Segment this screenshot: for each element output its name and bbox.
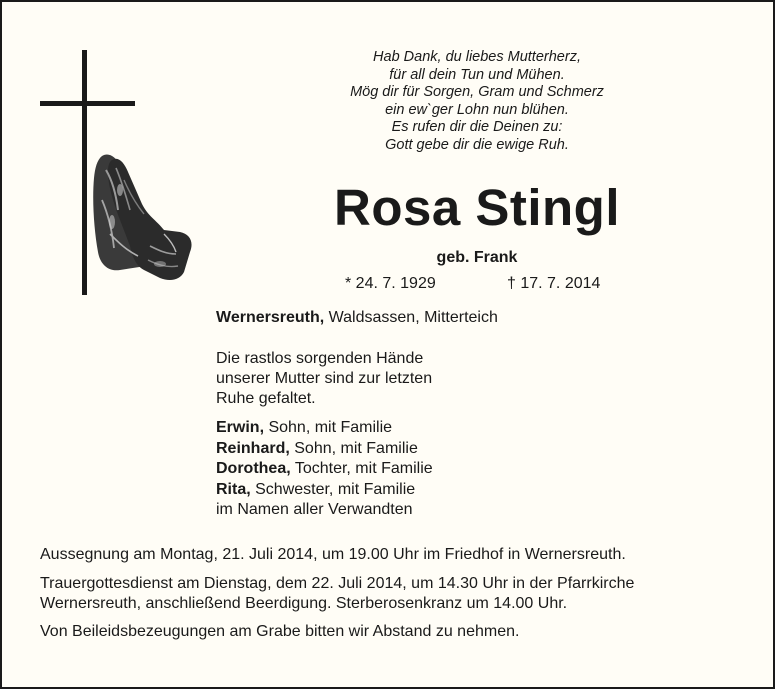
family-member bbox=[216, 439, 433, 460]
family-member bbox=[216, 418, 433, 439]
family-member-name: Dorothea, bbox=[216, 460, 291, 477]
death-date: † 17. 7. 2014 bbox=[507, 275, 601, 292]
family-closing: im Namen aller Verwandten bbox=[216, 501, 413, 518]
place-others: Waldsassen, Mitterteich bbox=[324, 309, 498, 326]
condolence-info: Von Beileidsbezeugungen am Grabe bitten wir Abstand zu nehmen. bbox=[40, 623, 520, 640]
poem-line: Es rufen dir die Deinen zu: bbox=[391, 119, 563, 136]
birth-date: * 24. 7. 1929 bbox=[345, 275, 436, 292]
family-list bbox=[216, 418, 433, 521]
poem-line: Hab Dank, du liebes Mutterherz, bbox=[373, 49, 581, 65]
birth-name: geb. Frank bbox=[436, 249, 518, 266]
intro-text bbox=[216, 349, 432, 409]
family-member bbox=[216, 459, 433, 480]
family-member-relation: Tochter, mit Familie bbox=[290, 460, 433, 477]
poem-line: ein ew`ger Lohn nun blühen. bbox=[385, 101, 569, 118]
poem-line: Mög dir für Sorgen, Gram und Schmerz bbox=[350, 84, 604, 101]
family-member-name: Erwin, bbox=[216, 419, 265, 436]
family-member-name: Rita, bbox=[216, 480, 251, 498]
place-main: Wernersreuth, bbox=[216, 309, 325, 326]
family-member bbox=[216, 480, 433, 501]
family-member-relation: Sohn, mit Familie bbox=[264, 419, 393, 436]
cross-vertical-beam bbox=[82, 50, 87, 295]
poem bbox=[302, 49, 652, 155]
poem-line: für all dein Tun und Mühen. bbox=[389, 66, 565, 83]
service-info bbox=[40, 574, 634, 614]
blessing-info: Aussegnung am Montag, 21. Juli 2014, um 19.00 Uhr im Friedhof in Wernersreuth. bbox=[40, 546, 626, 563]
places-line bbox=[216, 309, 498, 327]
praying-hands-icon bbox=[90, 150, 194, 282]
service-info-line: Wernersreuth, anschließend Beerdigung. Sterberosenkranz um 14.00 Uhr. bbox=[40, 595, 568, 612]
family-member-relation: Schwester, mit Familie bbox=[250, 480, 416, 498]
family-member-name: Reinhard, bbox=[216, 439, 290, 457]
cross-horizontal-beam bbox=[40, 101, 135, 106]
intro-line: unserer Mutter sind zur letzten bbox=[216, 370, 433, 387]
intro-line: Ruhe gefaltet. bbox=[216, 390, 316, 407]
family-member-relation: Sohn, mit Familie bbox=[289, 439, 418, 457]
deceased-name: Rosa Stingl bbox=[333, 179, 621, 236]
intro-line: Die rastlos sorgenden Hände bbox=[216, 350, 424, 367]
poem-line: Gott gebe dir die ewige Ruh. bbox=[385, 136, 569, 153]
service-info-line: Trauergottesdienst am Dienstag, dem 22. Juli 2014, um 14.30 Uhr in der Pfarrkirche bbox=[40, 575, 635, 592]
